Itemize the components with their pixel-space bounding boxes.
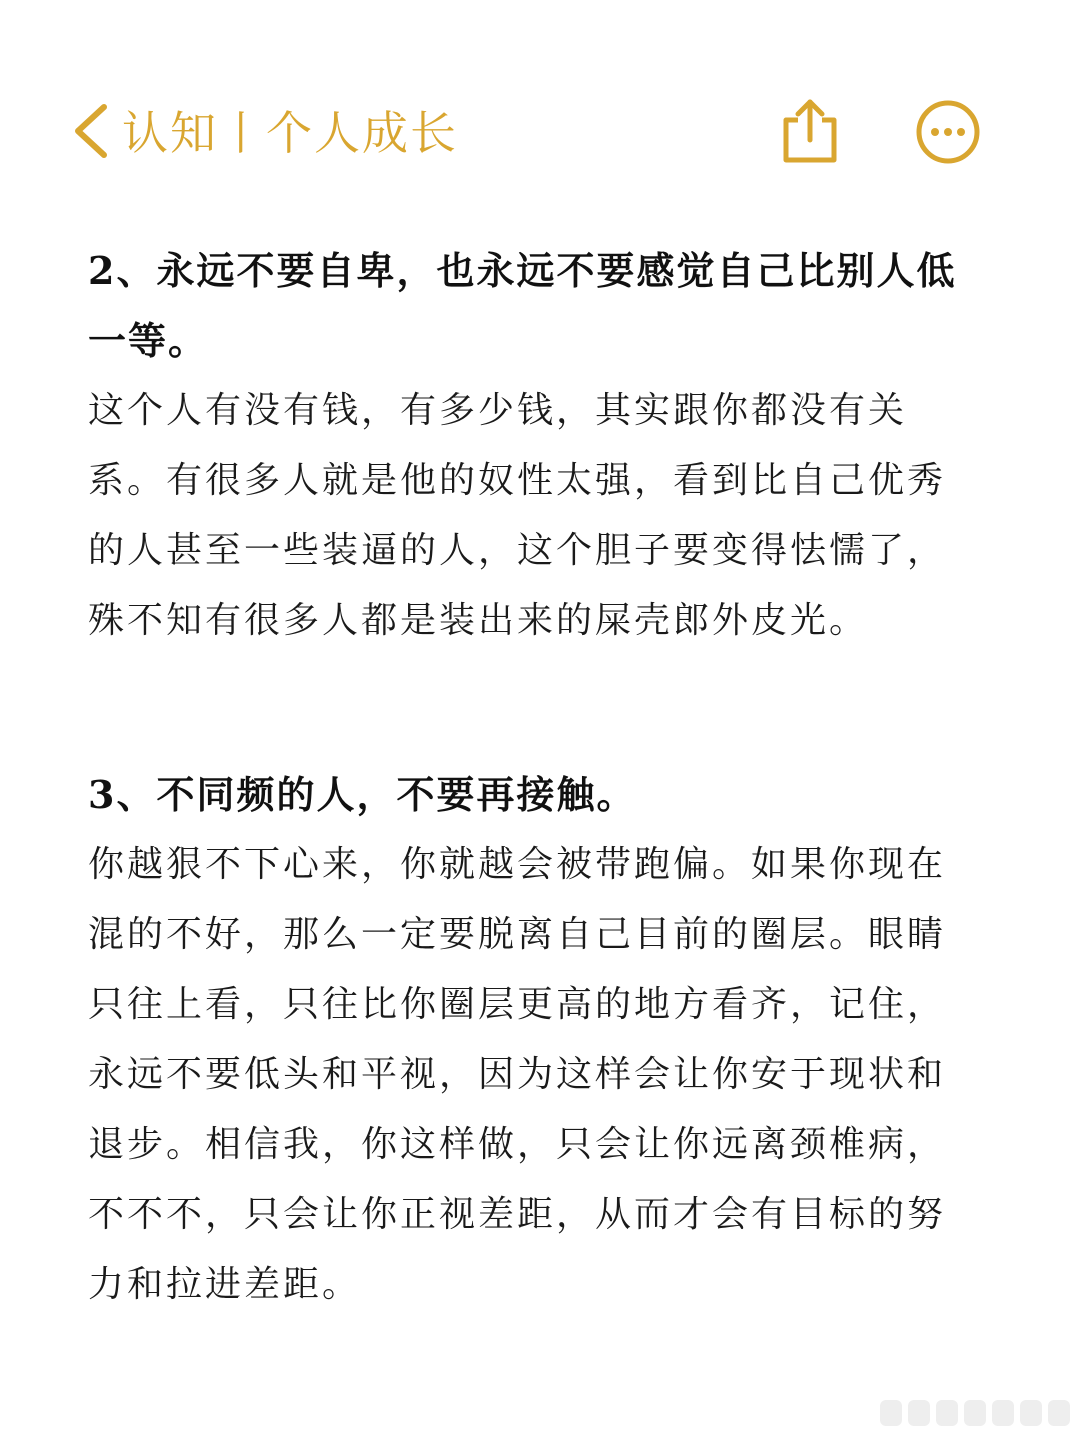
watermark-block: [1020, 1400, 1042, 1426]
note-content: [88, 236, 968, 1320]
watermark-block: [880, 1400, 902, 1426]
share-icon: [778, 96, 842, 166]
watermark-block: [964, 1400, 986, 1426]
share-button[interactable]: [778, 96, 842, 166]
section-heading: 2、永远不要自卑，也永远不要感觉自己比别人低一等。: [88, 248, 957, 363]
watermark-block: [908, 1400, 930, 1426]
section-spacer: [88, 656, 968, 760]
back-button[interactable]: [70, 96, 110, 166]
watermark-block: [992, 1400, 1014, 1426]
watermark-bar: [880, 1400, 1070, 1430]
watermark-block: [1048, 1400, 1070, 1426]
section-body: 你越狠不下心来，你就越会被带跑偏。如果你现在混的不好，那么一定要脱离自己目前的圈层。眼睛只往上看，只往比你圈层更高的地方看齐，记住，永远不要低头和平视，因为这样会让你安于现状和退步。相信我，你这样做，只会让你远离颈椎病，不不不，只会让你正视差距，从而才会有目标的努力和拉进差距。: [88, 844, 947, 1305]
section-3: [88, 760, 968, 1320]
more-button[interactable]: [914, 98, 982, 166]
section-heading: 3、不同频的人，不要再接触。: [88, 772, 637, 817]
watermark-block: [936, 1400, 958, 1426]
section-body: 这个人有没有钱，有多少钱，其实跟你都没有关系。有很多人就是他的奴性太强，看到比自己优秀的人甚至一些装逼的人，这个胆子要变得怯懦了，殊不知有很多人都是装出来的屎壳郎外皮光。: [88, 390, 947, 641]
navigation-bar: [0, 88, 1080, 172]
more-icon: [914, 98, 982, 166]
page-title: 认知丨个人成长: [122, 106, 458, 160]
section-2: [88, 236, 968, 656]
chevron-left-icon: [70, 101, 110, 161]
